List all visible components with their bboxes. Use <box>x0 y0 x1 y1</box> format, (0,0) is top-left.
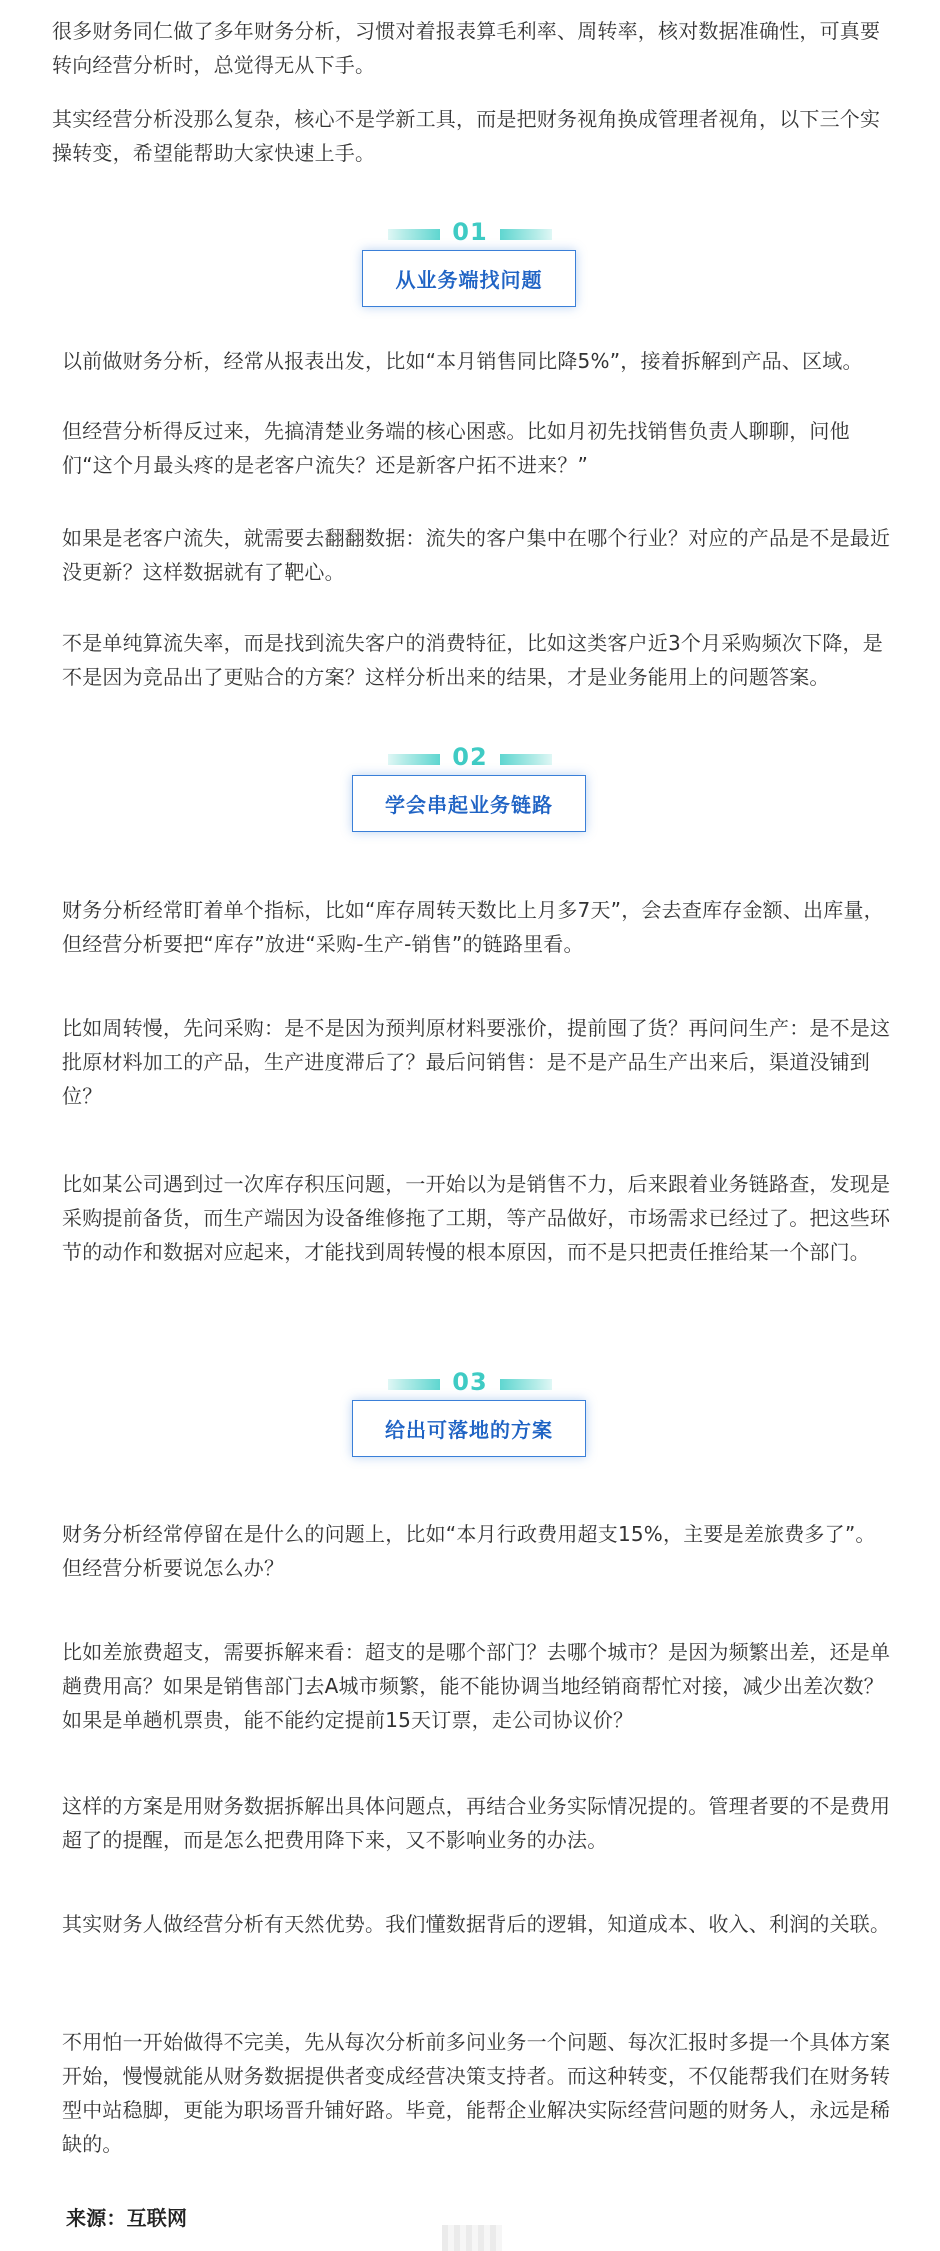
section-number-row <box>0 220 940 250</box>
section-3-paragraph-5: 不用怕一开始做得不完美，先从每次分析前多问业务一个问题、每次汇报时多提一个具体方案开始，慢慢就能从财务数据提供者变成经营决策支持者。而这种转变，不仅能帮我们在财务转型中站稳脚，更能为职场晋升铺好路。毕竟，能帮企业解决实际经营问题的财务人，永远是稀缺的。 <box>62 2030 891 2156</box>
section-3-paragraph-2: 比如差旅费超支，需要拆解来看：超支的是哪个部门？去哪个城市？是因为频繁出差，还是单趟费用高？如果是销售部门去A城市频繁，能不能协调当地经销商帮忙对接，减少出差次数？如果是单趟机票贵，能不能约定提前15天订票，走公司协议价？ <box>62 1640 891 1732</box>
decor-bar-right <box>500 754 552 765</box>
section-1-paragraph-1: 以前做财务分析，经常从报表出发，比如“本月销售同比降5%”，接着拆解到产品、区域。 <box>62 349 863 373</box>
section-number: 02 <box>452 743 488 771</box>
source-label: 来源：互联网 <box>66 2206 188 2230</box>
intro-paragraph-2: 其实经营分析没那么复杂，核心不是学新工具，而是把财务视角换成管理者视角，以下三个实操转变，希望能帮助大家快速上手。 <box>52 107 881 165</box>
section-3-paragraph-1: 财务分析经常停留在是什么的问题上，比如“本月行政费用超支15%，主要是差旅费多了”。但经营分析要说怎么办？ <box>62 1522 876 1580</box>
watermark-blur <box>442 2225 502 2251</box>
section-number: 01 <box>452 218 488 246</box>
decor-bar-left <box>388 229 440 240</box>
section-1-paragraph-2: 但经营分析得反过来，先搞清楚业务端的核心困惑。比如月初先找销售负责人聊聊，问他们“这个月最头疼的是老客户流失？还是新客户拓不进来？” <box>62 419 850 477</box>
section-header-01 <box>0 220 940 320</box>
section-2-paragraph-2: 比如周转慢，先问采购：是不是因为预判原材料要涨价，提前囤了货？再问问生产：是不是这批原材料加工的产品，生产进度滞后了？最后问销售：是不是产品生产出来后，渠道没铺到位？ <box>62 1016 891 1108</box>
section-2-paragraph-1: 财务分析经常盯着单个指标，比如“库存周转天数比上月多7天”，会去查库存金额、出库量，但经营分析要把“库存”放进“采购-生产-销售”的链路里看。 <box>62 898 884 956</box>
decor-bar-right <box>500 229 552 240</box>
section-header-02 <box>0 745 940 845</box>
intro-paragraph-1: 很多财务同仁做了多年财务分析，习惯对着报表算毛利率、周转率，核对数据准确性，可真要转向经营分析时，总觉得无从下手。 <box>52 19 881 77</box>
decor-bar-left <box>388 754 440 765</box>
section-number: 03 <box>452 1368 488 1396</box>
section-title: 学会串起业务链路 <box>352 775 586 832</box>
section-1-paragraph-3: 如果是老客户流失，就需要去翻翻数据：流失的客户集中在哪个行业？对应的产品是不是最近没更新？这样数据就有了靶心。 <box>62 526 891 584</box>
section-title: 从业务端找问题 <box>362 250 576 307</box>
section-header-03 <box>0 1370 940 1470</box>
section-3-paragraph-4: 其实财务人做经营分析有天然优势。我们懂数据背后的逻辑，知道成本、收入、利润的关联。 <box>62 1912 891 1936</box>
decor-bar-right <box>500 1379 552 1390</box>
section-1-paragraph-4: 不是单纯算流失率，而是找到流失客户的消费特征，比如这类客户近3个月采购频次下降，是不是因为竞品出了更贴合的方案？这样分析出来的结果，才是业务能用上的问题答案。 <box>62 631 883 689</box>
section-title: 给出可落地的方案 <box>352 1400 586 1457</box>
section-number-row <box>0 745 940 775</box>
section-number-row <box>0 1370 940 1400</box>
decor-bar-left <box>388 1379 440 1390</box>
section-3-paragraph-3: 这样的方案是用财务数据拆解出具体问题点，再结合业务实际情况提的。管理者要的不是费用超了的提醒，而是怎么把费用降下来，又不影响业务的办法。 <box>62 1794 891 1852</box>
section-2-paragraph-3: 比如某公司遇到过一次库存积压问题，一开始以为是销售不力，后来跟着业务链路查，发现是采购提前备货，而生产端因为设备维修拖了工期，等产品做好，市场需求已经过了。把这些环节的动作和数据对应起来，才能找到周转慢的根本原因，而不是只把责任推给某一个部门。 <box>62 1172 891 1264</box>
